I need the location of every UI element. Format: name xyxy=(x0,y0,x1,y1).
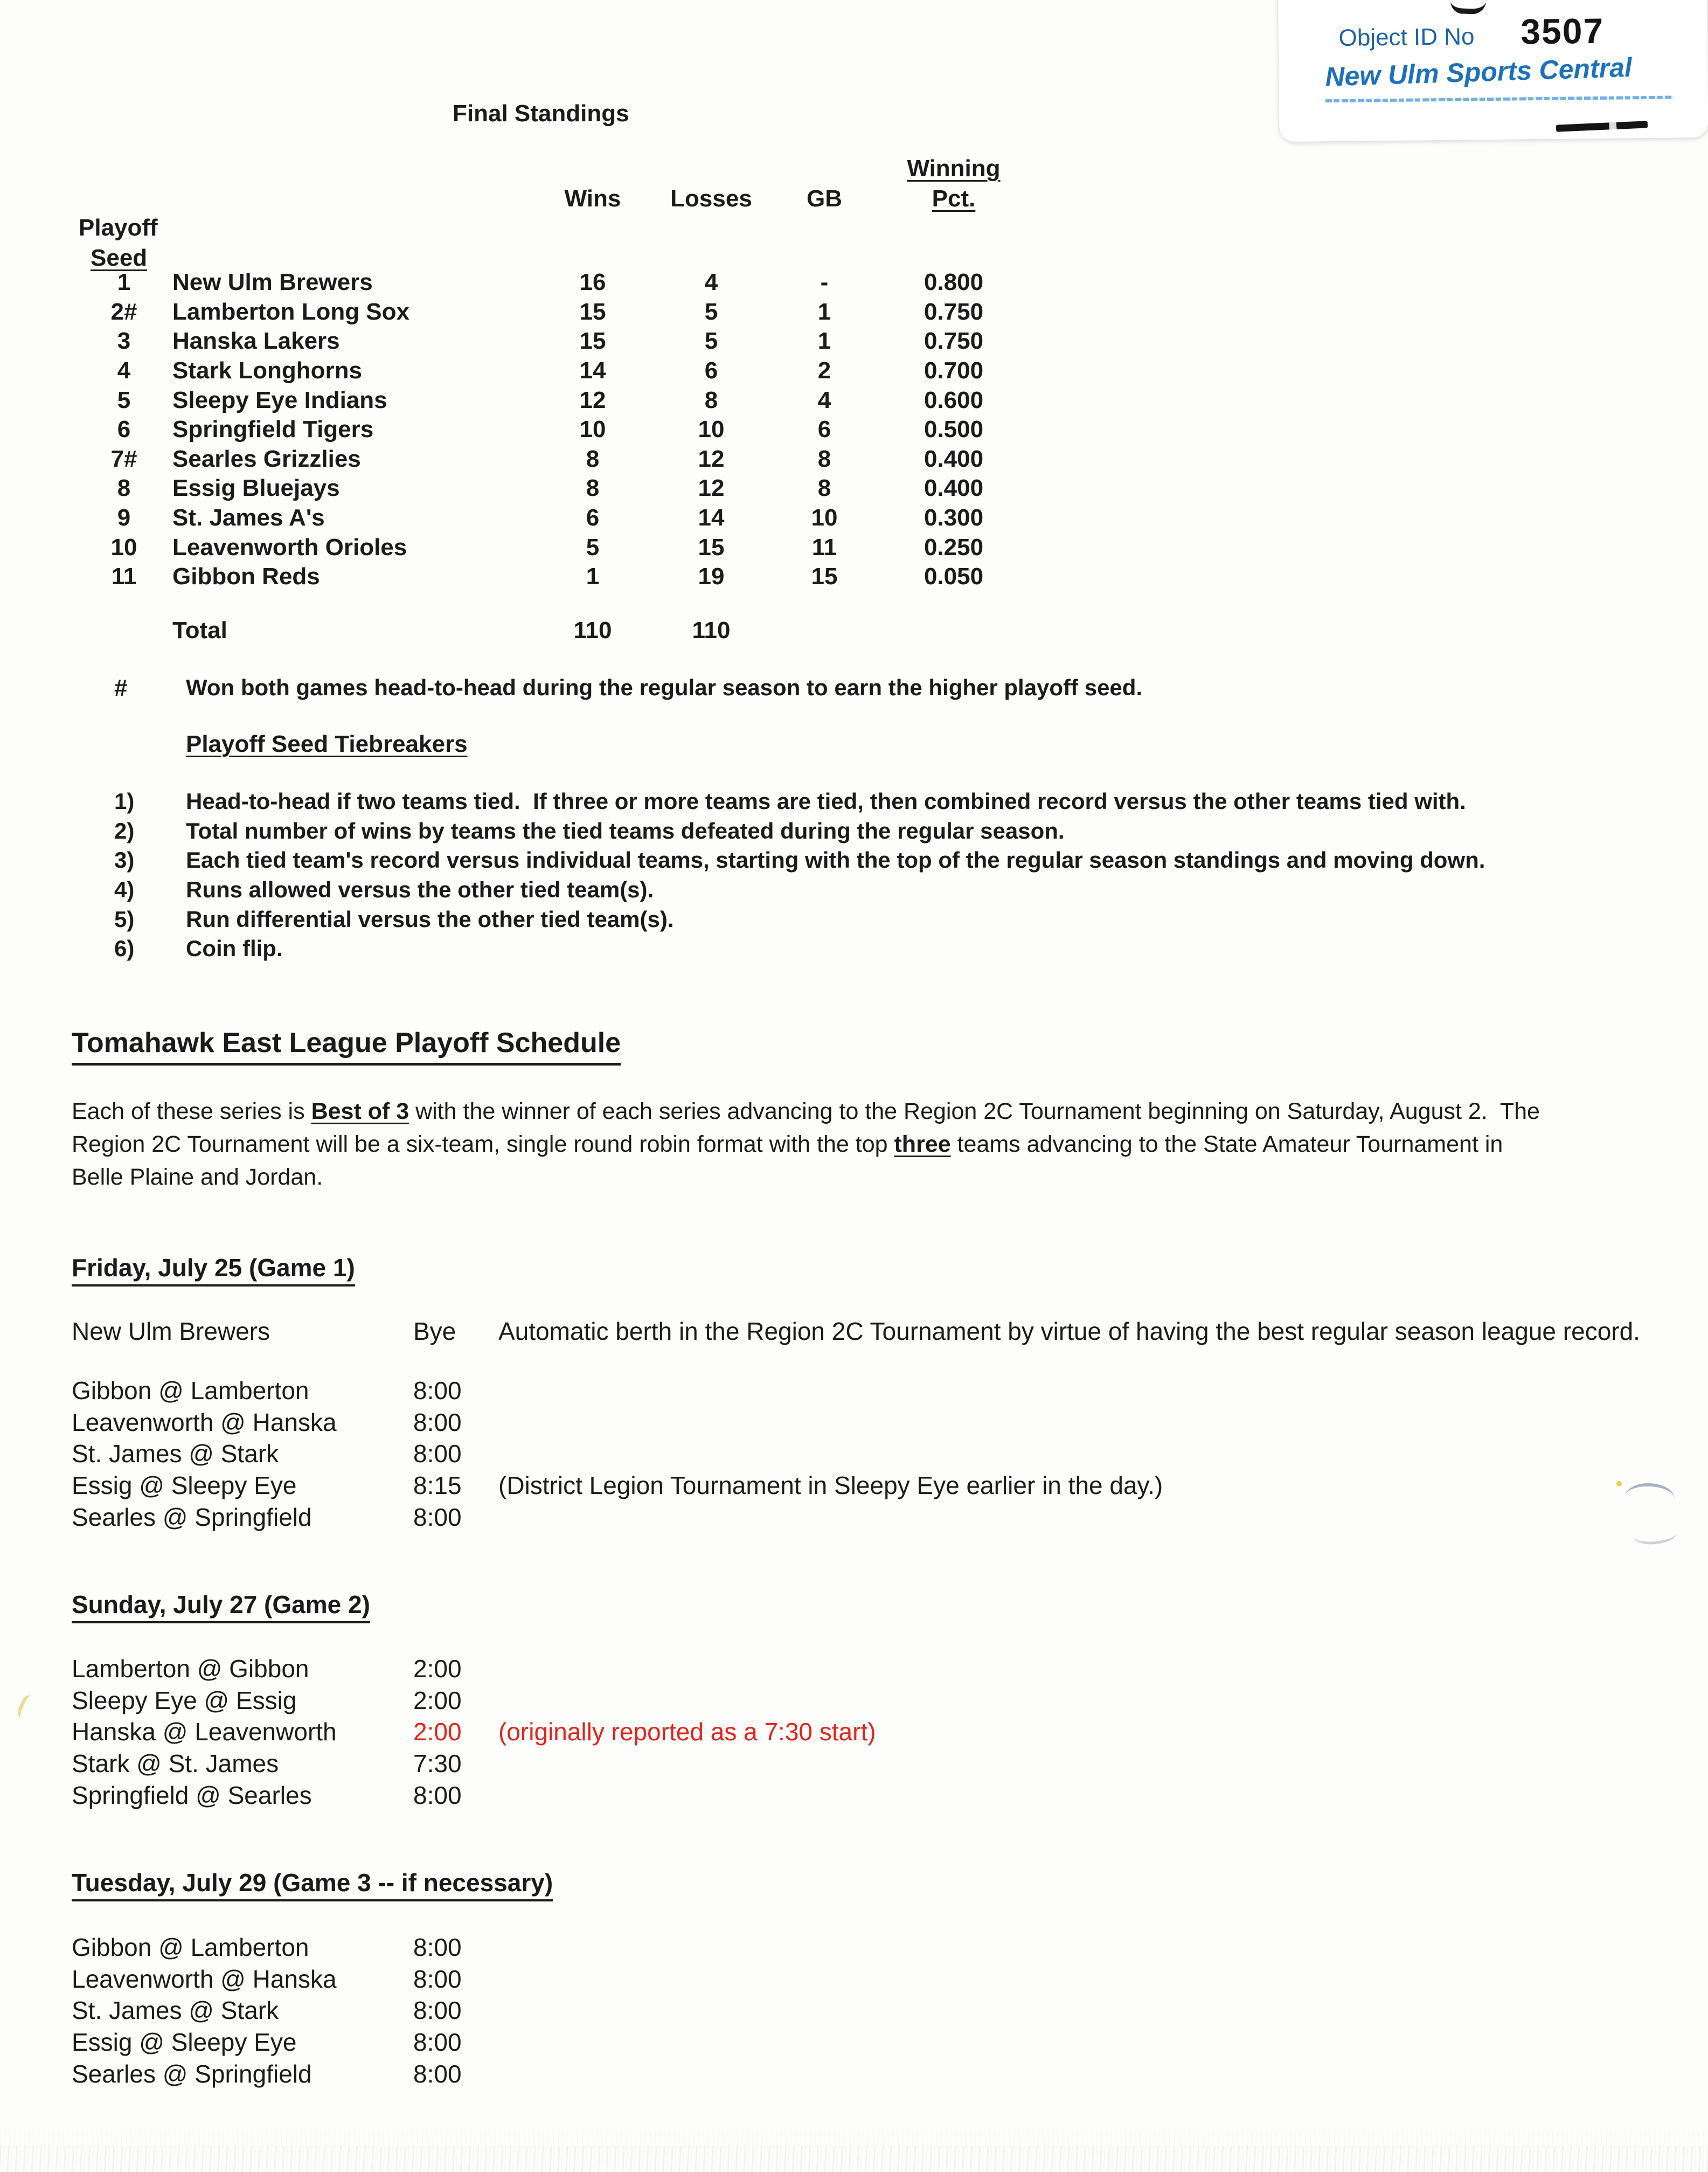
standings-total-row xyxy=(0,616,1708,646)
intro-emphasis: Best of 3 xyxy=(311,1098,409,1124)
matchup: Sleepy Eye @ Essig xyxy=(72,1686,297,1714)
game-note-correction: (originally reported as a 7:30 start) xyxy=(498,1718,876,1746)
team-cell: Searles Grizzlies xyxy=(172,445,361,472)
pct-cell: 0.250 xyxy=(924,534,984,561)
total-losses: 110 xyxy=(692,617,731,644)
seed-cell: 1 xyxy=(117,269,131,296)
standings-row xyxy=(0,532,1708,562)
matchup: Leavenworth @ Hanska xyxy=(72,1965,337,1993)
tiebreaker-text: Runs allowed versus the other tied team(s). xyxy=(186,877,654,903)
game-row xyxy=(72,1501,1661,1533)
column-header-pct: Pct. xyxy=(932,185,976,212)
pct-cell: 0.050 xyxy=(924,563,984,590)
matchup: Lamberton @ Gibbon xyxy=(72,1655,309,1683)
standings-row xyxy=(0,445,1708,474)
column-header-losses: Losses xyxy=(670,185,752,212)
total-wins: 110 xyxy=(573,617,612,644)
sticker-org-name: New Ulm Sports Central xyxy=(1324,52,1633,92)
wins-cell: 1 xyxy=(586,563,600,590)
wins-cell: 8 xyxy=(586,475,600,502)
losses-cell: 15 xyxy=(698,534,725,561)
tiebreaker-number: 6) xyxy=(114,936,135,962)
wins-cell: 14 xyxy=(579,357,606,384)
standings-row xyxy=(0,503,1708,533)
pct-cell: 0.800 xyxy=(924,269,984,296)
game-time: 2:00 xyxy=(413,1686,462,1714)
section-heading-tuesday: Tuesday, July 29 (Game 3 -- if necessary) xyxy=(72,1868,553,1901)
gb-cell: 10 xyxy=(811,504,838,531)
losses-cell: 4 xyxy=(704,269,718,296)
gb-cell: 4 xyxy=(817,386,831,413)
wins-cell: 8 xyxy=(586,445,600,472)
row-header-playoff: Playoff xyxy=(79,215,158,241)
game-time-corrected: 2:00 xyxy=(413,1718,462,1746)
game-time: 8:00 xyxy=(413,2028,462,2057)
team-cell: Leavenworth Orioles xyxy=(172,534,407,561)
losses-cell: 10 xyxy=(698,416,725,443)
tiebreaker-number: 5) xyxy=(114,906,135,932)
game-row xyxy=(72,1748,1661,1780)
seed-cell: 6 xyxy=(117,416,131,443)
matchup: Leavenworth @ Hanska xyxy=(72,1408,337,1436)
game-time: 8:00 xyxy=(413,1781,462,1809)
team-cell: Springfield Tigers xyxy=(172,416,374,443)
seed-cell: 10 xyxy=(110,534,137,561)
wins-cell: 10 xyxy=(579,416,606,443)
wins-cell: 15 xyxy=(579,328,606,355)
game-row xyxy=(72,1653,1661,1685)
tiebreakers-title: Playoff Seed Tiebreakers xyxy=(186,731,468,757)
seed-cell: 9 xyxy=(117,504,131,531)
team-cell: Essig Bluejays xyxy=(172,475,340,502)
game-row xyxy=(72,1779,1661,1811)
pct-cell: 0.300 xyxy=(924,504,984,531)
intro-line xyxy=(72,1161,1540,1194)
game-time: 2:00 xyxy=(413,1655,462,1683)
game-row xyxy=(72,1963,1661,1995)
gb-cell: 1 xyxy=(817,328,831,355)
standings-row xyxy=(0,385,1708,415)
gb-cell: 6 xyxy=(817,416,831,443)
matchup: St. James @ Stark xyxy=(72,1996,279,2025)
tiebreaker-item xyxy=(0,934,1708,964)
tiebreaker-number: 4) xyxy=(114,877,135,903)
column-header-winning: Winning xyxy=(907,155,1001,182)
matchup: Searles @ Springfield xyxy=(72,2059,312,2088)
seed-cell: 5 xyxy=(117,386,131,413)
intro-emphasis: three xyxy=(894,1131,951,1157)
standings-row xyxy=(0,356,1708,386)
tiebreaker-text: Head-to-head if two teams tied. If three or more teams are tied, then combined record versus the other teams tied with. xyxy=(186,788,1466,814)
bye-note: Automatic berth in the Region 2C Tournament by virtue of having the best regular season league record. xyxy=(498,1317,1640,1346)
game-row-corrected-time xyxy=(72,1716,1661,1748)
matchup: Searles @ Springfield xyxy=(72,1503,312,1531)
seed-cell: 4 xyxy=(117,357,131,384)
seed-cell: 8 xyxy=(117,475,131,502)
losses-cell: 12 xyxy=(698,475,725,502)
matchup: Gibbon @ Lamberton xyxy=(72,1376,309,1405)
sticker-dashed-underline xyxy=(1325,95,1674,102)
gb-cell: - xyxy=(820,269,829,296)
standings-row xyxy=(0,298,1708,327)
game-row xyxy=(72,2026,1661,2058)
game-time: 8:00 xyxy=(413,1408,462,1436)
pct-cell: 0.700 xyxy=(924,357,984,384)
seed-cell: 7# xyxy=(110,445,137,472)
pen-arc-artifact xyxy=(1633,1523,1677,1546)
wins-cell: 5 xyxy=(586,534,600,561)
matchup: Springfield @ Searles xyxy=(72,1781,312,1809)
seed-cell: 11 xyxy=(111,563,137,590)
matchup: Essig @ Sleepy Eye xyxy=(72,1471,297,1500)
standings-table xyxy=(0,268,1708,592)
pct-cell: 0.750 xyxy=(924,298,984,325)
tiebreaker-item xyxy=(0,875,1708,905)
gb-cell: 2 xyxy=(817,357,831,384)
hash-footnote-text: Won both games head-to-head during the regular season to earn the higher playoff seed. xyxy=(186,675,1143,700)
tiebreaker-item xyxy=(0,904,1708,934)
tiebreaker-number: 3) xyxy=(114,847,135,873)
losses-cell: 19 xyxy=(698,563,725,590)
team-cell: Sleepy Eye Indians xyxy=(172,386,387,413)
pct-cell: 0.400 xyxy=(924,475,984,502)
tiebreaker-item xyxy=(0,817,1708,846)
game-time: 7:30 xyxy=(413,1749,462,1778)
wins-cell: 6 xyxy=(586,504,600,531)
game-time: 8:00 xyxy=(413,1376,462,1405)
friday-games-list xyxy=(72,1375,1661,1533)
standings-row xyxy=(0,474,1708,503)
gb-cell: 8 xyxy=(817,445,831,472)
matchup: Hanska @ Leavenworth xyxy=(72,1718,337,1746)
object-id-value: 3507 xyxy=(1520,10,1605,52)
tuesday-games-list xyxy=(72,1932,1661,2090)
scan-noise-band xyxy=(0,2146,1708,2172)
game-row xyxy=(72,2058,1661,2090)
wins-cell: 15 xyxy=(579,298,606,325)
schedule-intro-paragraph xyxy=(72,1095,1540,1194)
bye-label: Bye xyxy=(413,1317,456,1346)
game-row xyxy=(72,1375,1661,1407)
game-time: 8:00 xyxy=(413,1440,462,1468)
tiebreaker-number: 2) xyxy=(114,818,135,843)
game-time: 8:00 xyxy=(413,1996,462,2025)
intro-line xyxy=(72,1095,1540,1128)
team-cell: Stark Longhorns xyxy=(172,357,363,384)
gb-cell: 8 xyxy=(817,475,831,502)
team-cell: St. James A's xyxy=(172,504,325,531)
tiebreaker-text: Total number of wins by teams the tied teams defeated during the regular season. xyxy=(186,818,1065,843)
wins-cell: 12 xyxy=(579,386,606,413)
hash-footnote-symbol: # xyxy=(114,675,128,701)
intro-text: Belle Plaine and Jordan. xyxy=(72,1164,323,1190)
standings-row xyxy=(0,415,1708,445)
losses-cell: 14 xyxy=(698,504,725,531)
object-id-label: Object ID No xyxy=(1338,23,1475,51)
tiebreaker-text: Each tied team's record versus individual teams, starting with the top of the regular season standings and moving down. xyxy=(186,847,1485,873)
game-row xyxy=(72,1438,1661,1470)
standings-column-headers xyxy=(539,185,1034,212)
game-row xyxy=(72,1470,1661,1502)
sunday-games-list xyxy=(72,1653,1661,1811)
matchup: St. James @ Stark xyxy=(72,1440,279,1468)
section-heading-friday: Friday, July 25 (Game 1) xyxy=(72,1253,355,1286)
bye-team: New Ulm Brewers xyxy=(72,1317,270,1346)
game-row xyxy=(72,1932,1661,1963)
intro-text: teams advancing to the State Amateur Tournament in xyxy=(950,1131,1503,1157)
matchup: Stark @ St. James xyxy=(72,1749,279,1778)
row-header-seed: Seed xyxy=(91,245,148,271)
column-header-gb: GB xyxy=(807,185,842,212)
matchup: Essig @ Sleepy Eye xyxy=(72,2028,297,2057)
tiebreaker-number: 1) xyxy=(114,788,135,814)
pct-cell: 0.400 xyxy=(924,445,984,472)
losses-cell: 12 xyxy=(698,445,725,472)
seed-cell: 3 xyxy=(117,328,131,355)
total-label: Total xyxy=(172,617,227,644)
pct-cell: 0.500 xyxy=(924,416,984,443)
gb-cell: 1 xyxy=(817,298,831,325)
standings-row xyxy=(0,562,1708,592)
losses-cell: 5 xyxy=(704,298,718,325)
pct-cell: 0.600 xyxy=(924,386,984,413)
sticker-id-row xyxy=(1277,0,1707,54)
team-cell: Lamberton Long Sox xyxy=(172,298,409,325)
standings-row xyxy=(0,327,1708,356)
intro-text: Region 2C Tournament will be a six-team, single round robin format with the top xyxy=(72,1131,894,1157)
bye-row xyxy=(72,1316,1661,1347)
gb-cell: 15 xyxy=(811,563,838,590)
standings-title: Final Standings xyxy=(453,100,629,127)
tiebreaker-item xyxy=(0,846,1708,875)
matchup: Gibbon @ Lamberton xyxy=(72,1933,309,1962)
game-time: 8:00 xyxy=(413,1503,462,1531)
game-time: 8:00 xyxy=(413,1933,462,1962)
yellow-squiggle-artifact xyxy=(15,1693,41,1723)
losses-cell: 6 xyxy=(704,357,718,384)
section-heading-sunday: Sunday, July 27 (Game 2) xyxy=(72,1590,370,1623)
tiebreaker-text: Coin flip. xyxy=(186,936,283,962)
wins-cell: 16 xyxy=(579,269,606,296)
standings-row xyxy=(0,268,1708,298)
game-row xyxy=(72,1407,1661,1438)
pen-arc-artifact xyxy=(1624,1482,1676,1514)
gb-cell: 11 xyxy=(811,534,837,561)
game-note: (District Legion Tournament in Sleepy Eye earlier in the day.) xyxy=(498,1471,1163,1500)
tiebreaker-item xyxy=(0,787,1708,817)
game-row xyxy=(72,1685,1661,1717)
intro-line xyxy=(72,1128,1540,1161)
tiebreaker-text: Run differential versus the other tied team(s). xyxy=(186,906,674,932)
seed-cell: 2# xyxy=(110,298,137,325)
game-time: 8:00 xyxy=(413,2059,462,2088)
intro-text: Each of these series is xyxy=(72,1098,311,1124)
game-row xyxy=(72,1995,1661,2026)
game-time: 8:00 xyxy=(413,1965,462,1993)
pct-cell: 0.750 xyxy=(924,328,984,355)
team-cell: Hanska Lakers xyxy=(172,328,340,355)
tiebreakers-list xyxy=(0,787,1708,964)
yellow-dot-artifact xyxy=(1616,1481,1622,1486)
intro-text: with the winner of each series advancing to the Region 2C Tournament beginning on Saturday, August 2. The xyxy=(409,1098,1540,1124)
losses-cell: 5 xyxy=(704,328,718,355)
column-header-wins: Wins xyxy=(564,185,621,212)
losses-cell: 8 xyxy=(704,386,718,413)
team-cell: Gibbon Reds xyxy=(172,563,320,590)
game-time: 8:15 xyxy=(413,1471,462,1500)
schedule-title: Tomahawk East League Playoff Schedule xyxy=(72,1027,621,1066)
team-cell: New Ulm Brewers xyxy=(172,269,373,296)
